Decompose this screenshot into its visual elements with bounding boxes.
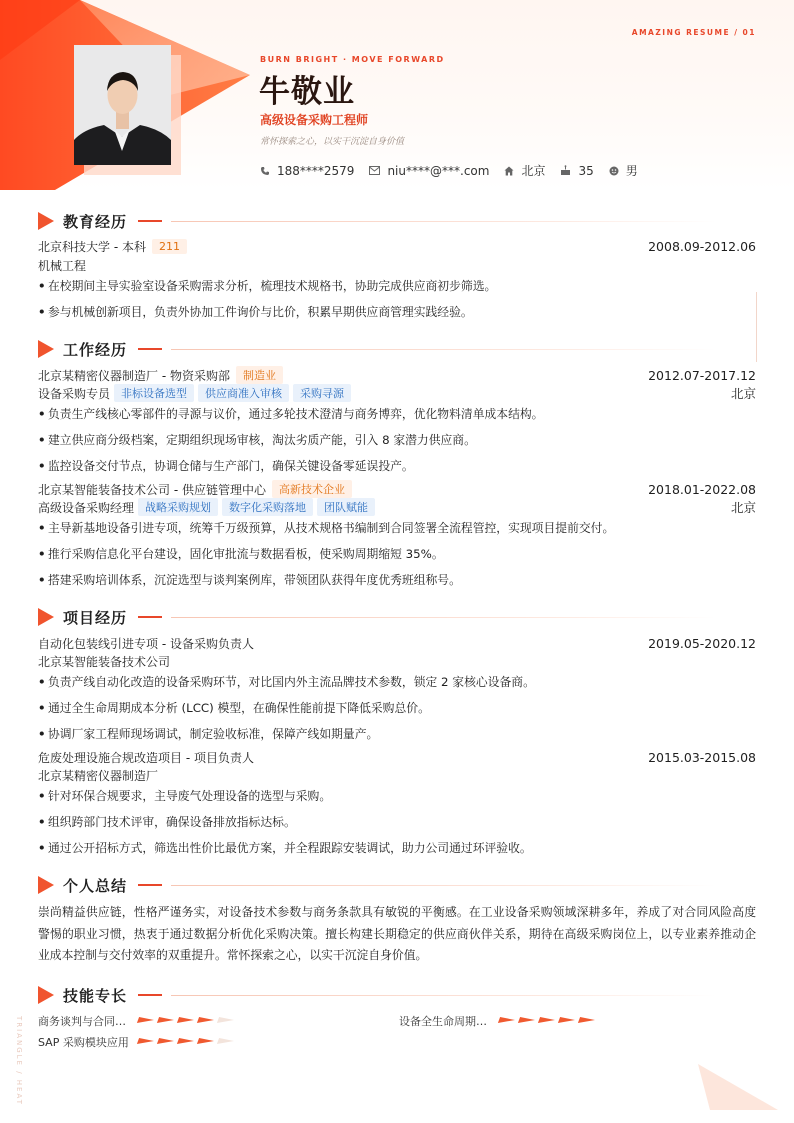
position-title: 设备采购专员	[38, 386, 111, 401]
industry-badge: 制造业	[236, 366, 283, 384]
section-heading: 项目经历	[63, 608, 128, 627]
mail-icon	[369, 166, 380, 175]
list-item: • 通过全生命周期成本分析 (LCC) 模型，在确保性能前提下降低采购总价。	[38, 701, 430, 715]
list-item-text: 组织跨部门技术评审，确保设备排放指标达标。	[48, 815, 296, 829]
skill-level-filled	[157, 1038, 175, 1044]
section-heading: 技能专长	[63, 986, 128, 1005]
job-title: 高级设备采购工程师	[260, 113, 369, 127]
section-skills-title	[38, 985, 716, 1005]
list-item: • 建立供应商分级档案，定期组织现场审核，淘汰劣质产能，引入 8 家潜力供应商。	[38, 433, 476, 447]
skill-level-filled	[558, 1017, 576, 1023]
motto: 常怀探索之心，以实干沉淀自身价值	[260, 137, 405, 147]
skill-level	[138, 1038, 238, 1044]
skill-level	[499, 1017, 599, 1023]
list-item-text: 监控设备交付节点，协调仓储与生产部门，确保关键设备零延误投产。	[48, 459, 414, 473]
candidate-name: 牛敬业	[259, 74, 355, 110]
top-tag: AMAZING RESUME / 01	[631, 28, 756, 37]
skill-label: SAP 采购模块应用	[38, 1036, 129, 1049]
industry-badge: 高新技术企业	[272, 480, 352, 498]
gender-icon	[609, 166, 619, 176]
section-heading: 个人总结	[63, 876, 128, 895]
slogan: BURN BRIGHT · MOVE FORWARD	[260, 55, 445, 64]
cake-icon	[560, 165, 571, 176]
work-date: 2012.07-2017.12	[648, 367, 756, 383]
skill-tag: 采购寻源	[293, 384, 351, 402]
phone-text: 188****2579	[277, 163, 355, 178]
side-vertical-text: TRIANGLE / HEAT	[15, 1016, 23, 1106]
skill-level-empty	[217, 1038, 235, 1044]
skill-tag: 数字化采购落地	[222, 498, 313, 516]
project-date: 2015.03-2015.08	[648, 750, 756, 765]
section-bar	[138, 616, 162, 618]
project-org: 北京某精密仪器制造厂	[38, 769, 159, 783]
education-major: 机械工程	[38, 259, 87, 273]
section-bar	[138, 994, 162, 996]
contact-location	[504, 162, 545, 179]
list-item-text: 参与机械创新项目，负责外协加工件询价与比价，积累早期供应商管理实践经验。	[48, 305, 473, 319]
list-item-text: 主导新基地设备引进专项，统筹千万级预算，从技术规格书编制到合同签署全流程管控，实现项目提前交付。	[48, 521, 615, 535]
skill-tag: 战略采购规划	[138, 498, 218, 516]
email-text: niu****@***.com	[387, 163, 490, 178]
list-item-text: 在校期间主导实验室设备采购需求分析，梳理技术规格书，协助完成供应商初步筛选。	[48, 279, 497, 293]
list-item: • 搭建采购培训体系，沉淀选型与谈判案例库，带领团队获得年度优秀班组称号。	[38, 573, 461, 587]
phone-icon	[260, 166, 270, 176]
work-header	[38, 480, 756, 498]
section-projects-title	[38, 607, 716, 627]
contact-age	[560, 164, 593, 178]
section-bar	[138, 348, 162, 350]
contact-gender	[609, 162, 638, 179]
list-item-text: 协调厂家工程师现场调试，制定验收标准，保障产线如期量产。	[48, 727, 379, 741]
list-item: • 通过公开招标方式，筛选出性价比最优方案，并全程跟踪安装调试，助力公司通过环评验收。	[38, 841, 532, 855]
school-name: 北京科技大学 - 本科	[38, 240, 146, 254]
skill-level-filled	[197, 1017, 215, 1023]
skill-label: 设备全生命周期…	[399, 1015, 487, 1028]
project-header	[38, 635, 756, 652]
work-city: 北京	[730, 500, 756, 515]
skill-tag: 非标设备选型	[114, 384, 194, 402]
list-item: • 推行采购信息化平台建设，固化审批流与数据看板，使采购周期缩短 35%。	[38, 547, 444, 561]
project-org: 北京某智能装备技术公司	[38, 655, 171, 669]
work-subheader	[38, 498, 756, 516]
position-title: 高级设备采购经理	[38, 500, 135, 515]
section-work-title	[38, 339, 716, 359]
education-header	[38, 238, 756, 255]
section-summary-title	[38, 875, 716, 895]
contact-info	[260, 162, 653, 179]
summary-text: 崇尚精益供应链，性格严谨务实，对设备技术参数与商务条款具有敏锐的平衡感。在工业设备采购领域深耕多年，养成了对合同风险高度警惕的职业习惯，热衷于通过数据分析优化采购决策。擅长构建长期稳定的供应商伙伴关系，期待在高级采购岗位上，以专业素养推动企业成本控制与交付效率的双重提升。常怀探索之心，以实干沉淀自身价值。	[38, 905, 756, 962]
home-icon	[504, 166, 514, 176]
list-item: • 负责产线自动化改造的设备采购环节，对比国内外主流品牌技术参数，锁定 2 家核心设备商。	[38, 675, 535, 689]
project-header	[38, 749, 756, 766]
company-name: 北京某智能装备技术公司 - 供应链管理中心	[38, 482, 266, 497]
list-item-text: 通过公开招标方式，筛选出性价比最优方案，并全程跟踪安装调试，助力公司通过环评验收。	[48, 841, 532, 855]
list-item-text: 通过全生命周期成本分析 (LCC) 模型，在确保性能前提下降低采购总价。	[48, 701, 430, 715]
work-city: 北京	[730, 386, 756, 401]
skill-level-filled	[538, 1017, 556, 1023]
skill-level-filled	[177, 1038, 195, 1044]
section-triangle-icon	[38, 986, 54, 1004]
section-line	[171, 995, 716, 996]
section-bar	[138, 884, 162, 886]
skill-level-filled	[578, 1017, 596, 1023]
work-header	[38, 366, 756, 384]
skill-tag: 供应商准入审核	[198, 384, 289, 402]
list-item: • 监控设备交付节点，协调仓储与生产部门，确保关键设备零延误投产。	[38, 459, 414, 473]
skill-tag: 团队赋能	[317, 498, 375, 516]
list-item-text: 搭建采购培训体系，沉淀选型与谈判案例库，带领团队获得年度优秀班组称号。	[48, 573, 461, 587]
skill-level-empty	[217, 1017, 235, 1023]
list-item: • 在校期间主导实验室设备采购需求分析，梳理技术规格书，协助完成供应商初步筛选。	[38, 279, 497, 293]
work-subheader	[38, 384, 756, 402]
section-education-title	[38, 211, 716, 231]
section-heading: 教育经历	[63, 212, 128, 231]
school-badge: 211	[152, 239, 187, 254]
profile-photo	[74, 45, 171, 165]
skill-level-filled	[157, 1017, 175, 1023]
section-triangle-icon	[38, 212, 54, 230]
list-item-text: 负责产线自动化改造的设备采购环节，对比国内外主流品牌技术参数，锁定 2 家核心设备商。	[48, 675, 535, 689]
list-item: • 主导新基地设备引进专项，统筹千万级预算，从技术规格书编制到合同签署全流程管控，实现项目提前交付。	[38, 521, 615, 535]
age-text: 35	[578, 163, 594, 178]
section-triangle-icon	[38, 340, 54, 358]
skill-level-filled	[177, 1017, 195, 1023]
section-line	[171, 885, 716, 886]
skill-level-filled	[197, 1038, 215, 1044]
list-item-text: 推行采购信息化平台建设，固化审批流与数据看板，使采购周期缩短 35%。	[48, 547, 444, 561]
contact-email	[369, 164, 489, 178]
skill-label: 商务谈判与合同…	[38, 1015, 126, 1028]
contact-phone	[260, 164, 354, 178]
footer-triangle-decoration	[690, 1060, 794, 1123]
list-item-text: 针对环保合规要求，主导废气处理设备的选型与采购。	[48, 789, 332, 803]
list-item: • 负责生产线核心零部件的寻源与议价，通过多轮技术澄清与商务博弈，优化物料清单成本结构。	[38, 407, 544, 421]
divider	[756, 292, 757, 362]
avatar	[74, 45, 171, 165]
project-name: 自动化包装线引进专项 - 设备采购负责人	[38, 637, 254, 651]
skill-level-filled	[137, 1017, 155, 1023]
list-item: • 组织跨部门技术评审，确保设备排放指标达标。	[38, 815, 296, 829]
project-name: 危废处理设施合规改造项目 - 项目负责人	[38, 751, 254, 765]
list-item: • 参与机械创新项目，负责外协加工件询价与比价，积累早期供应商管理实践经验。	[38, 305, 473, 319]
section-line	[171, 221, 716, 222]
list-item-text: 负责生产线核心零部件的寻源与议价，通过多轮技术澄清与商务博弈，优化物料清单成本结构。	[48, 407, 544, 421]
list-item: • 协调厂家工程师现场调试，制定验收标准，保障产线如期量产。	[38, 727, 379, 741]
skill-level-filled	[137, 1038, 155, 1044]
section-line	[171, 617, 716, 618]
skill-level-filled	[498, 1017, 516, 1023]
section-bar	[138, 220, 162, 222]
section-triangle-icon	[38, 876, 54, 894]
section-line	[171, 349, 716, 350]
skill-level-filled	[518, 1017, 536, 1023]
list-item: • 针对环保合规要求，主导废气处理设备的选型与采购。	[38, 789, 332, 803]
list-item-text: 建立供应商分级档案，定期组织现场审核，淘汰劣质产能，引入 8 家潜力供应商。	[48, 433, 476, 447]
company-name: 北京某精密仪器制造厂 - 物资采购部	[38, 368, 230, 383]
education-date: 2008.09-2012.06	[648, 239, 756, 254]
skill-level	[138, 1017, 238, 1023]
project-date: 2019.05-2020.12	[648, 636, 756, 651]
gender-text: 男	[625, 164, 638, 178]
location-text: 北京	[521, 164, 546, 178]
section-triangle-icon	[38, 608, 54, 626]
section-heading: 工作经历	[63, 340, 128, 359]
work-date: 2018.01-2022.08	[648, 481, 756, 497]
